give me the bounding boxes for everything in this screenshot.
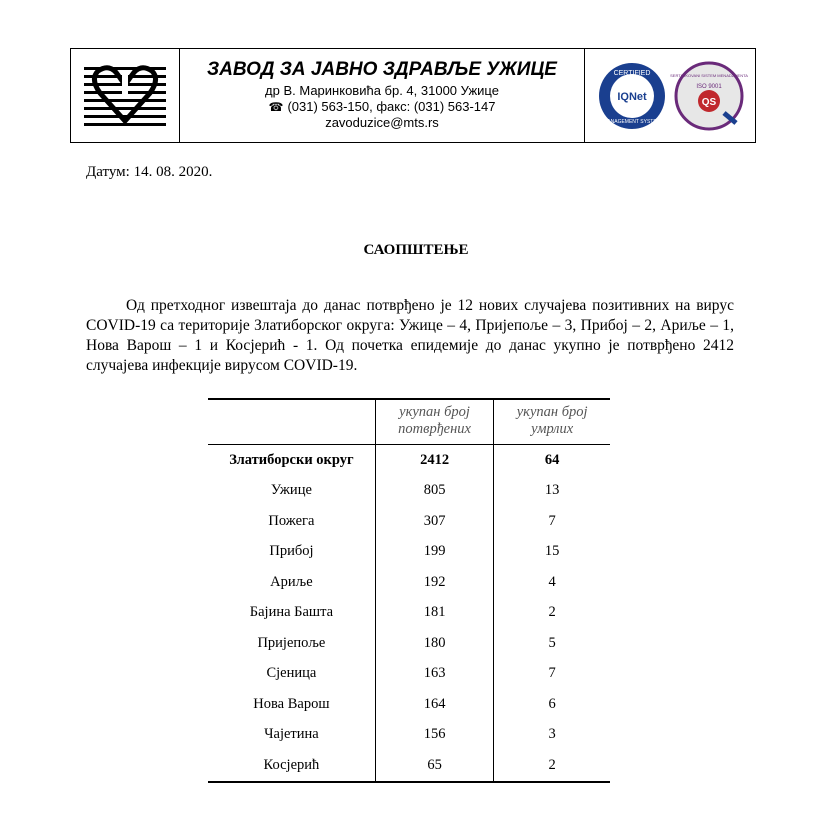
qs-ring-text: SERTIFIKOVANI SISTEM MENADŽMENTA	[669, 72, 748, 78]
row-confirmed: 192	[375, 567, 493, 598]
cases-table	[208, 398, 610, 783]
row-confirmed: 181	[375, 598, 493, 629]
qs-mark: QS	[701, 96, 716, 108]
table-row	[208, 628, 610, 659]
table-row	[208, 720, 610, 751]
qs-iso-code: ISO 9001	[695, 83, 722, 90]
qs-certification-logo	[669, 61, 748, 131]
row-name: Бајина Башта	[249, 604, 334, 621]
institute-logo-icon	[84, 65, 166, 127]
header-deaths: укупан број умрлих	[516, 404, 588, 437]
row-deaths: 13	[544, 482, 560, 499]
row-confirmed: 199	[375, 537, 493, 568]
certification-logos	[585, 49, 755, 142]
row-name: Ужице	[270, 482, 312, 499]
row-name: Пожега	[268, 512, 315, 529]
row-confirmed: 180	[375, 628, 493, 659]
table-row	[208, 506, 610, 537]
row-name: Ариље	[270, 573, 313, 590]
iqnet-top-text: CERTIFIED	[613, 69, 650, 77]
table-row	[208, 750, 610, 782]
announcement-paragraph: Од претходног извештаја до данас потврђено је 12 нових случајева позитивних на вирус COVID-19 са територије Златиборског округа: Ужице – 4, Пријепоље – 3, Прибој – 2, Ариље – 1, Нова Варош – 1 и Косјерић - 1. Од почетка епидемије до данас укупно је потврђено 2412 случајева инфекције вирусом COVID-19.	[86, 297, 734, 374]
iqnet-certification-logo	[597, 61, 667, 131]
row-confirmed: 307	[375, 506, 493, 537]
row-name: Прибој	[269, 543, 314, 560]
cases-table-wrapper	[208, 398, 610, 783]
row-deaths: 7	[548, 665, 556, 682]
row-deaths: 15	[544, 543, 560, 560]
total-deaths: 64	[494, 445, 610, 476]
row-confirmed: 65	[375, 750, 493, 782]
row-deaths: 2	[548, 604, 556, 621]
table-row	[208, 476, 610, 507]
phone-icon: ☎	[268, 100, 284, 114]
row-deaths: 3	[548, 726, 556, 743]
row-name: Чајетина	[264, 726, 319, 743]
row-deaths: 6	[548, 695, 556, 712]
table-total-row	[208, 445, 610, 476]
total-name: Златиборски округ	[208, 445, 375, 476]
document-title: САОПШТЕЊЕ	[363, 242, 469, 258]
table-row	[208, 659, 610, 690]
row-name: Сјеница	[266, 665, 317, 682]
document-date: Датум: 14. 08. 2020.	[86, 164, 213, 180]
institute-phone: (031) 563-150, факс: (031) 563-147	[287, 99, 496, 114]
row-deaths: 7	[548, 512, 556, 529]
table-row	[208, 689, 610, 720]
header-confirmed: укупан број потврђених	[375, 399, 493, 445]
institute-logo-cell	[71, 49, 180, 142]
table-row	[208, 537, 610, 568]
iqnet-bottom-text: MANAGEMENT SYSTEM	[602, 118, 661, 125]
institute-info	[180, 49, 585, 142]
institute-name: ЗАВОД ЗА ЈАВНО ЗДРАВЉЕ УЖИЦЕ	[207, 59, 557, 80]
row-confirmed: 163	[375, 659, 493, 690]
row-confirmed: 805	[375, 476, 493, 507]
row-confirmed: 156	[375, 720, 493, 751]
row-name: Косјерић	[208, 750, 375, 782]
row-deaths: 5	[548, 634, 556, 651]
table-row	[208, 567, 610, 598]
total-confirmed: 2412	[375, 445, 493, 476]
institute-phone-line	[180, 99, 584, 115]
table-header-row	[208, 399, 610, 445]
header-municipality	[208, 399, 375, 445]
row-deaths: 4	[548, 573, 556, 590]
row-name: Нова Варош	[253, 695, 330, 712]
row-name: Пријепоље	[257, 634, 326, 651]
row-deaths: 2	[494, 750, 610, 782]
institute-email: zavoduzice@mts.rs	[325, 115, 439, 130]
table-row	[208, 598, 610, 629]
row-confirmed: 164	[375, 689, 493, 720]
institute-address: др В. Маринковића бр. 4, 31000 Ужице	[265, 83, 499, 98]
letterhead	[70, 48, 756, 143]
iqnet-middle-text: IQNet	[616, 90, 647, 103]
